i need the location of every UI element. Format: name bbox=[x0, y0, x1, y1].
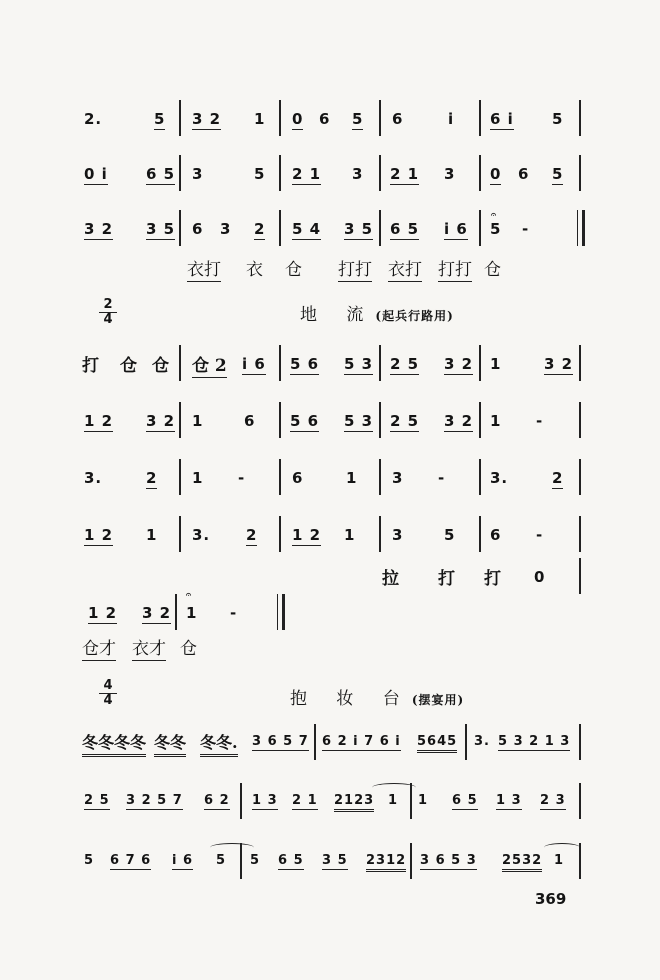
time-signature bbox=[99, 298, 117, 327]
note: 0 bbox=[292, 110, 304, 128]
barline bbox=[179, 155, 181, 191]
percussion-syllable: 打 bbox=[438, 569, 455, 589]
barline bbox=[179, 459, 181, 495]
meter-bottom: 4 bbox=[103, 312, 113, 327]
barline bbox=[579, 843, 581, 879]
barline bbox=[579, 516, 581, 552]
note: 5 bbox=[352, 110, 364, 128]
note: 3 6 5 7 bbox=[252, 734, 309, 749]
barline bbox=[579, 783, 581, 819]
note: 2 bbox=[254, 220, 266, 238]
barline bbox=[175, 594, 177, 630]
percussion-syllable: 拉 bbox=[382, 569, 399, 589]
note: 5 bbox=[250, 853, 261, 868]
note: - bbox=[230, 604, 238, 622]
barline bbox=[579, 345, 581, 381]
barline bbox=[579, 155, 581, 191]
barline bbox=[279, 155, 281, 191]
note: 3 bbox=[392, 469, 404, 487]
note: - bbox=[522, 220, 530, 238]
note: 5645 bbox=[417, 734, 457, 753]
lyric: 衣打 bbox=[388, 255, 422, 282]
note: 6 bbox=[319, 110, 331, 128]
note: 1 bbox=[146, 526, 158, 544]
title-subtitle: (摆宴用) bbox=[411, 693, 465, 707]
note: 1 bbox=[346, 469, 358, 487]
note: 2 bbox=[146, 469, 158, 487]
score-line bbox=[82, 843, 592, 883]
note: 3 2 bbox=[444, 412, 474, 430]
barline bbox=[379, 402, 381, 438]
note: 2 5 bbox=[390, 412, 420, 430]
barline bbox=[579, 402, 581, 438]
barline bbox=[179, 345, 181, 381]
score-line bbox=[82, 590, 592, 634]
meter-top: 2 bbox=[99, 298, 117, 313]
note: - bbox=[536, 526, 544, 544]
note: 6 bbox=[192, 220, 204, 238]
barline bbox=[379, 210, 381, 246]
score-line bbox=[82, 459, 592, 499]
score-line bbox=[82, 783, 592, 823]
lyric: 仓 bbox=[484, 260, 501, 280]
note: 2 3 bbox=[540, 793, 566, 808]
note: 3 2 bbox=[146, 412, 176, 430]
note: 5 bbox=[84, 853, 95, 868]
note: 5 3 2 1 3 bbox=[498, 734, 571, 749]
note: 6 bbox=[244, 412, 256, 430]
note: 3 bbox=[352, 165, 364, 183]
meter-top: 4 bbox=[99, 679, 117, 694]
note: 6 7 6 bbox=[110, 853, 152, 868]
note: 3 5 bbox=[322, 853, 348, 868]
barline bbox=[379, 100, 381, 136]
tie-icon bbox=[544, 843, 580, 852]
barline bbox=[279, 402, 281, 438]
barline bbox=[179, 516, 181, 552]
note: 5 4 bbox=[292, 220, 322, 238]
barline bbox=[479, 345, 481, 381]
barline bbox=[379, 155, 381, 191]
note: 5 bbox=[216, 853, 227, 868]
barline bbox=[279, 459, 281, 495]
note: 3 bbox=[192, 165, 204, 183]
score-line bbox=[82, 724, 592, 764]
lyric: 打打 bbox=[338, 255, 372, 282]
note: 2532 bbox=[502, 853, 542, 872]
barline bbox=[410, 843, 412, 879]
percussion-syllable: 冬冬. bbox=[200, 730, 238, 757]
lyric: 仓 bbox=[285, 260, 302, 280]
barline bbox=[179, 210, 181, 246]
tie-icon bbox=[210, 843, 254, 852]
note: 0 i bbox=[84, 165, 108, 183]
note: 1 2 bbox=[84, 526, 114, 544]
title-text: 抱 妆 台 bbox=[290, 689, 412, 709]
title-text: 地 流 bbox=[300, 305, 376, 325]
barline bbox=[379, 345, 381, 381]
barline bbox=[240, 843, 242, 879]
percussion-line bbox=[82, 558, 592, 598]
note: 3 bbox=[392, 526, 404, 544]
note: 1 bbox=[490, 412, 502, 430]
note: 仓 bbox=[120, 356, 137, 376]
barline bbox=[479, 210, 481, 246]
note: 1 2 bbox=[84, 412, 114, 430]
barline bbox=[465, 724, 467, 760]
fermata-icon: 𝄐 bbox=[186, 590, 192, 600]
note: - bbox=[238, 469, 246, 487]
time-signature bbox=[99, 679, 117, 708]
note: 1 bbox=[490, 355, 502, 373]
note: 仓 bbox=[152, 356, 169, 376]
note: 1 bbox=[554, 853, 565, 868]
percussion-syllable: 冬冬 bbox=[154, 730, 186, 757]
barline bbox=[479, 402, 481, 438]
note: 2 bbox=[552, 469, 564, 487]
note: 2 1 bbox=[390, 165, 420, 183]
note: 5 bbox=[254, 165, 266, 183]
note: 1 bbox=[254, 110, 266, 128]
note: 打 bbox=[82, 356, 99, 376]
barline bbox=[314, 724, 316, 760]
note: 5 3 bbox=[344, 412, 374, 430]
note: 2 bbox=[246, 526, 258, 544]
barline bbox=[279, 100, 281, 136]
note: 1 bbox=[192, 412, 204, 430]
barline bbox=[479, 459, 481, 495]
score-line bbox=[82, 210, 592, 250]
note: 5 6 bbox=[290, 412, 320, 430]
note: 6 2 i 7 6 i bbox=[322, 734, 401, 749]
note: 6 5 bbox=[452, 793, 478, 808]
note: 5 bbox=[444, 526, 456, 544]
note: 1 bbox=[186, 604, 198, 622]
piece-title bbox=[300, 300, 454, 325]
note: 0 bbox=[534, 568, 546, 586]
note: 3 6 5 3 bbox=[420, 853, 477, 868]
note: 2. bbox=[84, 110, 103, 128]
note: 5 bbox=[552, 110, 564, 128]
fermata-icon: 𝄐 bbox=[491, 210, 497, 220]
note: 6 5 bbox=[278, 853, 304, 868]
barline bbox=[579, 459, 581, 495]
barline bbox=[479, 516, 481, 552]
note: 3. bbox=[474, 734, 490, 749]
barline bbox=[579, 558, 581, 594]
note: 3. bbox=[84, 469, 103, 487]
title-subtitle: (起兵行路用) bbox=[375, 309, 454, 323]
score-line bbox=[82, 345, 592, 385]
note: 3. bbox=[490, 469, 509, 487]
note: 2 1 bbox=[292, 793, 318, 808]
barline bbox=[179, 100, 181, 136]
barline bbox=[579, 100, 581, 136]
note: 3. bbox=[192, 526, 211, 544]
note: 5 3 bbox=[344, 355, 374, 373]
note: 3 5 bbox=[344, 220, 374, 238]
note: 5 6 bbox=[290, 355, 320, 373]
score-line bbox=[82, 100, 592, 140]
barline bbox=[379, 459, 381, 495]
percussion-syllable: 冬冬冬冬 bbox=[82, 730, 146, 757]
barline bbox=[240, 783, 242, 819]
final-barline bbox=[277, 594, 285, 630]
score-line bbox=[82, 402, 592, 442]
note: 2 5 bbox=[84, 793, 110, 808]
score-line bbox=[82, 155, 592, 195]
note: 2 5 bbox=[390, 355, 420, 373]
lyric: 仓 bbox=[180, 639, 197, 659]
note: i bbox=[448, 110, 455, 128]
note: 3 2 bbox=[84, 220, 114, 238]
note: 6 bbox=[518, 165, 530, 183]
lyric: 打打 bbox=[438, 255, 472, 282]
note: 1 3 bbox=[252, 793, 278, 808]
note: 6 bbox=[392, 110, 404, 128]
note: 1 bbox=[344, 526, 356, 544]
note: 仓 2 bbox=[192, 351, 227, 378]
note: 3 bbox=[220, 220, 232, 238]
barline bbox=[279, 516, 281, 552]
piece-title bbox=[290, 684, 464, 709]
note: 2 1 bbox=[292, 165, 322, 183]
note: 1 2 bbox=[88, 604, 118, 622]
barline bbox=[379, 516, 381, 552]
note: 1 2 bbox=[292, 526, 322, 544]
lyric: 衣才 bbox=[132, 634, 166, 661]
page-number: 369 bbox=[535, 890, 567, 908]
note: 1 bbox=[418, 793, 429, 808]
lyric: 衣 bbox=[246, 260, 263, 280]
note: 2123 bbox=[334, 793, 374, 812]
note: - bbox=[536, 412, 544, 430]
note: i 6 bbox=[444, 220, 468, 238]
note: 1 3 bbox=[496, 793, 522, 808]
note: i 6 bbox=[242, 355, 266, 373]
note: 5 bbox=[552, 165, 564, 183]
note: 6 5 bbox=[146, 165, 176, 183]
note: i 6 bbox=[172, 853, 194, 868]
note: 5 bbox=[154, 110, 166, 128]
note: 3 2 bbox=[544, 355, 574, 373]
note: 0 bbox=[490, 165, 502, 183]
note: 6 i bbox=[490, 110, 514, 128]
note: 1 bbox=[192, 469, 204, 487]
final-barline bbox=[577, 210, 585, 246]
barline bbox=[279, 210, 281, 246]
meter-bottom: 4 bbox=[103, 693, 113, 708]
barline bbox=[279, 345, 281, 381]
note: 2312 bbox=[366, 853, 406, 872]
percussion-syllable: 打 bbox=[484, 569, 501, 589]
note: 5 bbox=[490, 220, 502, 238]
note: 6 5 bbox=[390, 220, 420, 238]
note: 3 5 bbox=[146, 220, 176, 238]
note: 3 2 bbox=[192, 110, 222, 128]
barline bbox=[179, 402, 181, 438]
note: 6 bbox=[292, 469, 304, 487]
note: 3 bbox=[444, 165, 456, 183]
barline bbox=[479, 155, 481, 191]
barline bbox=[579, 724, 581, 760]
lyric: 衣打 bbox=[187, 255, 221, 282]
note: 6 bbox=[490, 526, 502, 544]
note: 3 2 5 7 bbox=[126, 793, 183, 808]
note: 3 2 bbox=[444, 355, 474, 373]
note: 6 2 bbox=[204, 793, 230, 808]
note: 1 bbox=[388, 793, 399, 808]
note: 3 2 bbox=[142, 604, 172, 622]
note: - bbox=[438, 469, 446, 487]
lyric: 仓才 bbox=[82, 634, 116, 661]
barline bbox=[479, 100, 481, 136]
barline bbox=[410, 783, 412, 819]
score-line bbox=[82, 516, 592, 556]
